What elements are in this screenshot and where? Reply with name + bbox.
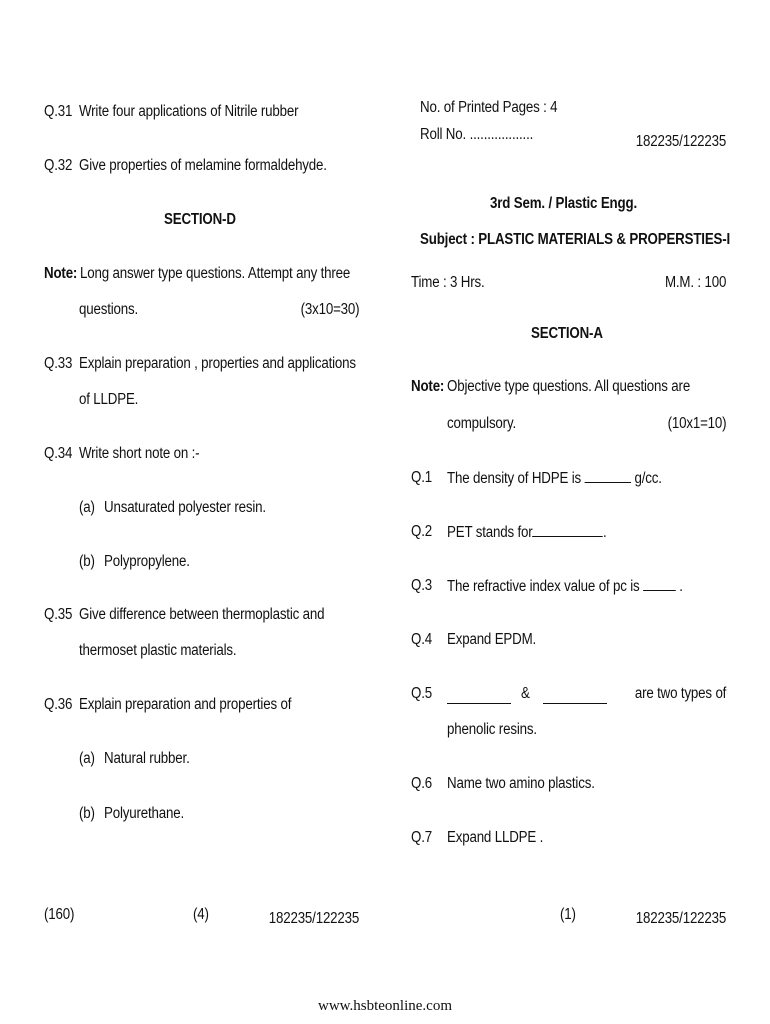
left-footer-page: (4) — [193, 906, 209, 923]
section-d-heading: SECTION-D — [164, 211, 236, 228]
q31-number: Q.31 — [44, 103, 73, 120]
q36-a-label: (a) — [79, 750, 95, 767]
q5-text-line2: phenolic resins. — [447, 721, 537, 738]
q34-b-text: Polypropylene. — [104, 553, 190, 570]
q34-number: Q.34 — [44, 445, 73, 462]
q3-blank — [643, 577, 676, 591]
left-footer-count: (160) — [44, 906, 75, 923]
q1-number: Q.1 — [411, 469, 432, 486]
q36-a-text: Natural rubber. — [104, 750, 190, 767]
note-text-line2: questions. — [79, 301, 139, 318]
subject-heading: Subject : PLASTIC MATERIALS & PROPERSTIES-I — [420, 231, 731, 248]
q7-number: Q.7 — [411, 829, 432, 846]
time: Time : 3 Hrs. — [411, 274, 485, 291]
paper-code: 182235/122235 — [635, 133, 726, 150]
q36-b-text: Polyurethane. — [104, 805, 185, 822]
note-marks: (3x10=30) — [300, 301, 359, 318]
q31-text: Write four applications of Nitrile rubber — [79, 103, 299, 120]
objective-note-marks: (10x1=10) — [667, 415, 726, 432]
q1-text: The density of HDPE is g/cc. — [447, 470, 662, 487]
objective-note-label: Note: — [411, 378, 445, 395]
q34-b-label: (b) — [79, 553, 95, 570]
q35-text-line2: thermoset plastic materials. — [79, 642, 237, 659]
q36-b-label: (b) — [79, 805, 95, 822]
q5-ampersand: & — [521, 685, 530, 702]
q5-blank-2 — [543, 690, 607, 704]
objective-note-text-line2: compulsory. — [447, 415, 516, 432]
q6-number: Q.6 — [411, 775, 432, 792]
q32-text: Give properties of melamine formaldehyde. — [79, 157, 327, 174]
q33-text-line2: of LLDPE. — [79, 391, 139, 408]
semester-heading: 3rd Sem. / Plastic Engg. — [490, 195, 638, 212]
roll-no: Roll No. .................. — [420, 126, 534, 143]
q1-blank — [585, 469, 631, 483]
q36-number: Q.36 — [44, 696, 73, 713]
q35-text: Give difference between thermoplastic and — [79, 606, 325, 623]
q3-number: Q.3 — [411, 577, 432, 594]
q35-number: Q.35 — [44, 606, 73, 623]
q34-a-text: Unsaturated polyester resin. — [104, 499, 266, 516]
note-text: Long answer type questions. Attempt any three — [80, 265, 351, 282]
q4-number: Q.4 — [411, 631, 432, 648]
q33-number: Q.33 — [44, 355, 73, 372]
website-footer[interactable]: www.hsbteonline.com — [317, 998, 452, 1014]
note-label: Note: — [44, 265, 78, 282]
objective-note-text: Objective type questions. All questions are — [447, 378, 691, 395]
q4-text: Expand EPDM. — [447, 631, 537, 648]
q32-number: Q.32 — [44, 157, 73, 174]
q6-text: Name two amino plastics. — [447, 775, 595, 792]
right-footer-code: 182235/122235 — [635, 910, 726, 927]
q34-text: Write short note on :- — [79, 445, 200, 462]
max-marks: M.M. : 100 — [664, 274, 726, 291]
q5-blank-1 — [447, 690, 511, 704]
q36-text: Explain preparation and properties of — [79, 696, 292, 713]
section-a-heading: SECTION-A — [531, 325, 603, 342]
left-footer-code: 182235/122235 — [268, 910, 359, 927]
q34-a-label: (a) — [79, 499, 95, 516]
q7-text: Expand LLDPE . — [447, 829, 544, 846]
q3-text: The refractive index value of pc is . — [447, 578, 683, 595]
q5-number: Q.5 — [411, 685, 432, 702]
q2-number: Q.2 — [411, 523, 432, 540]
printed-pages: No. of Printed Pages : 4 — [420, 99, 558, 116]
q2-blank — [533, 523, 604, 537]
q5-text: are two types of — [634, 685, 726, 702]
right-footer-page: (1) — [560, 906, 576, 923]
q33-text: Explain preparation , properties and applications — [79, 355, 356, 372]
q2-text: PET stands for . — [447, 524, 607, 541]
